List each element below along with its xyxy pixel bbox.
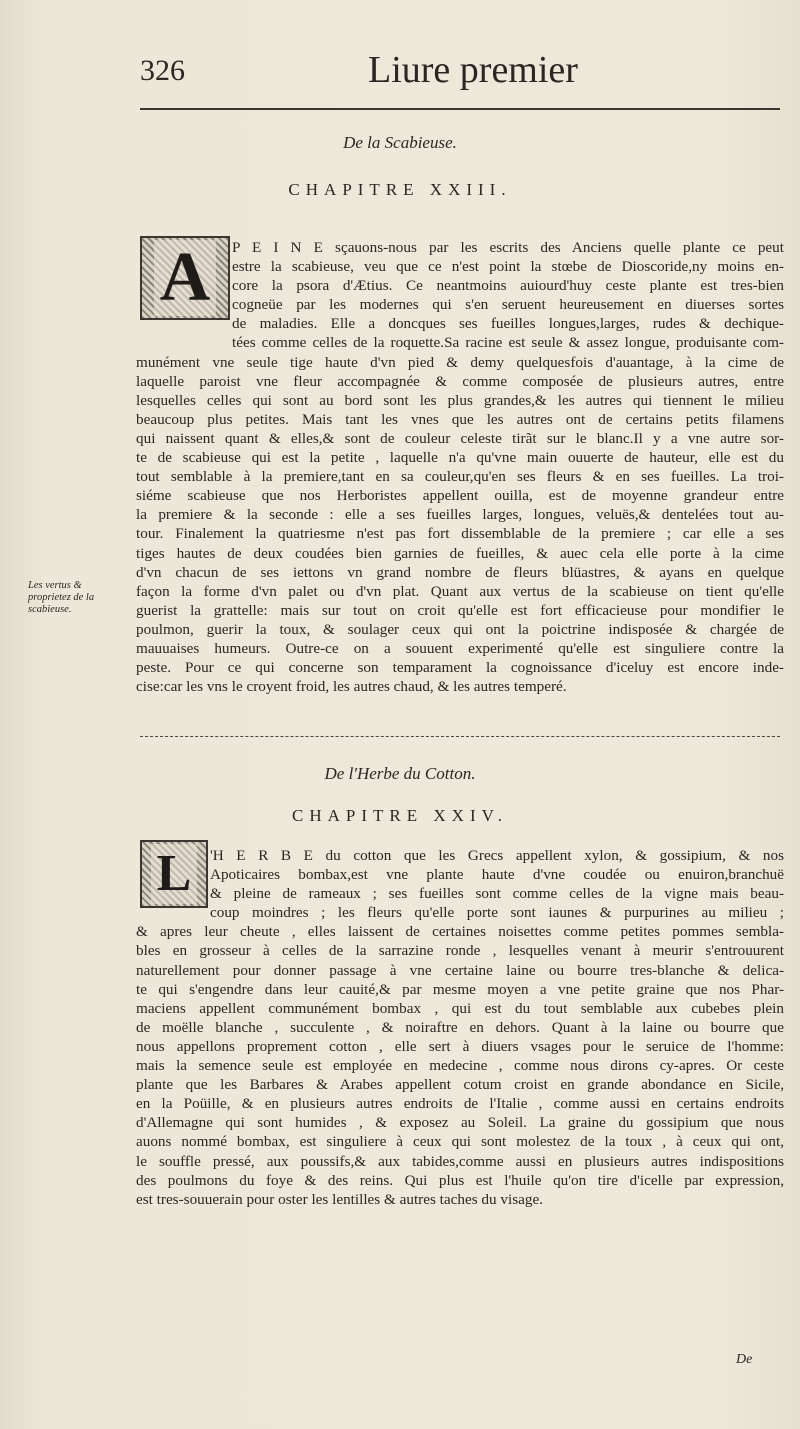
text-line: peste. Pour ce qui concerne son temparament la cognoissance d'iceluy est encore inde- <box>136 659 784 677</box>
text-line: le souffle pressé, aux poussifs,& aux tabides,comme aussi en plusieurs autres indispositions <box>136 1152 784 1170</box>
text-line: de maladies. Elle a doncques ses fueilles longues,larges, rudes & dechique- <box>232 315 784 333</box>
text-line: cogneüe par les modernes qui s'en seruent heureusement en diuerses sortes <box>232 296 784 314</box>
text-line: P E I N E sçauons-nous par les escrits des Anciens quelle plante ce peut <box>232 239 784 256</box>
text-line: auons nommé bombax, est singuliere à ceux qui sont molestez de la toux , à ceux qui ont, <box>136 1133 784 1151</box>
text-line: nous appellons proprement cotton , elle sert à diuers vsages pour le seruice de l'homme: <box>136 1037 784 1055</box>
text-line: des poulmons du foye & des reins. Qui plus est l'huile qu'on tire d'icelle par expression, <box>136 1171 784 1189</box>
drop-cap-letter: A <box>154 240 217 316</box>
text-line: te de scabieuse qui est la petite , laquelle n'a qu'vne main ouuerte de hauteur, elle est du <box>136 449 784 467</box>
chapter-heading-23: CHAPITRE XXIII. <box>288 180 512 199</box>
text-line: guerist la grattelle: mais sur tout on croit qu'elle est fort efficacieuse pour mondifier le <box>136 601 784 619</box>
section-heading-cotton: De l'Herbe du Cotton. <box>324 764 476 783</box>
text-line: mais la semence seule est employée en medecine , comme nous dirons cy-apres. Or ceste <box>136 1057 784 1075</box>
margin-note: Les vertus & proprietez de la scabieuse. <box>28 580 95 615</box>
text-line: lesquelles celles qui sont au bord sont les plus grandes,& les autres qui tiennent le milieu <box>136 391 784 409</box>
text-line: coup moindres ; les fleurs qu'elle porte sont iaunes & purpurines au milieu ; <box>210 904 784 922</box>
running-title: Liure premier <box>368 49 578 91</box>
text-line: la premiere & la seconde : elle a ses fueilles larges, longues, veluës,& dentelées tout au- <box>136 506 784 524</box>
text-line: naturellement pour donner passage à vne certaine laine ou bourre tres-blanche & delica- <box>136 961 784 979</box>
text-line: tées comme celles de la roquette.Sa racine est seule & assez longue, produisante com- <box>232 334 784 352</box>
text-line: qui naissent quant & elles,& sont de couleur celeste tirãt sur le blanc.Il y a vne autre sor- <box>136 429 784 447</box>
text-line: munément vne seule tige haute d'vn pied & demy quelquesfois d'auantage, à la cime de <box>136 353 784 371</box>
text-line: siéme scabieuse que nos Herboristes appellent ouilla, est de moyenne grandeur entre <box>136 487 784 505</box>
page-number: 326 <box>140 54 185 87</box>
page-header <box>140 48 770 98</box>
text-line: en la Poüille, & en plusieurs autres endroits de l'Italie , comme aussi en certains endroits <box>136 1095 784 1113</box>
text-line: d'Allemagne qui sont humides , & exposez au Soleil. La graine du gossipium que nous <box>136 1114 784 1132</box>
text-line: bles en grosseur à celles de la sarrazine ronde , lesquelles venant à meurir s'entrouurent <box>136 942 784 960</box>
text-line: est tres-souuerain pour oster les lentilles & autres taches du visage. <box>136 1190 543 1208</box>
text-line: cise:car les vns le croyent froid, les autres chaud, & les autres temperé. <box>136 678 567 696</box>
text-line: core la psora d'Ætius. Ce neantmoins auiourd'huy ceste plante est tres-bien <box>232 277 784 295</box>
header-rule <box>140 108 780 110</box>
text-line: mauuaises humeurs. Outre-ce on a souuent experimenté qu'elle est singuliere contre la <box>136 639 784 657</box>
text-line: maciens appellent communément bombax , qui est du tout semblable aux cubebes plein <box>136 999 784 1017</box>
text-line: beaucoup plus petites. Mais tant les vnes que les autres ont de certains petits filamens <box>136 410 784 428</box>
text-line: & apres leur cheute , elles laissent de certaines noisettes comme petites pommes sembla- <box>136 923 784 941</box>
text-line: Apoticaires bombax,est vne plante haute d'vne coudée ou enuiron,branchuë <box>210 866 784 884</box>
chapter-24-text <box>136 846 784 1209</box>
text-line: laquelle paroist vne fleur accompagnée & comme composée de plusieurs autres, entre <box>136 372 784 390</box>
text-line: plante que les Barbares & Arabes appellent cotum croist en grande abondance en Sicile, <box>136 1076 784 1094</box>
chapter-heading-24: CHAPITRE XXIV. <box>292 806 508 825</box>
text-line: tout semblable à la premiere,tant en sa couleur,qu'en ses fleurs & en ses fueilles. La troi- <box>136 468 784 486</box>
section-divider <box>140 736 780 737</box>
text-line: façon la forme d'vn palet ou d'vn plat. Quant aux vertus de la scabieuse on tient qu'elle <box>136 582 784 600</box>
text-line: 'H E R B E du cotton que les Grecs appellent xylon, & gossipium, & nos <box>210 847 784 864</box>
text-line: de moëlle blanche , succulente , & noiraftre en dehors. Quant à la laine ou bourre que <box>136 1018 784 1036</box>
text-line: poulmon, guerir la toux, & soulager ceux qui ont la poictrine indisposée & chargée de <box>136 620 784 638</box>
text-line: estre la scabieuse, veu que ce n'est point la stœbe de Dioscoride,ny moins en- <box>232 258 784 276</box>
text-line: tiges hautes de deux coudées bien garnies de fueilles, & auec cela elle porte à la cime <box>136 544 784 562</box>
text-line: d'vn chacun de ses iettons vn grand nombre de fleurs blüastres, & ayans en quelque <box>136 563 784 581</box>
text-line: te qui s'engendre dans leur cauité,& par mesme moyen a vne petite graine que nos Phar- <box>136 980 784 998</box>
catchword: De <box>736 1352 753 1367</box>
drop-cap-letter-2: L <box>151 844 198 904</box>
chapter-23-text <box>136 238 784 696</box>
text-line: & pleine de rameaux ; ses fueilles sont comme celles de la vigne mais beau- <box>210 885 784 903</box>
text-line: tour. Finalement la quatriesme n'est pas fort dissemblable de la premiere ; car elle a ses <box>136 525 784 543</box>
section-heading-scabieuse: De la Scabieuse. <box>343 133 457 152</box>
